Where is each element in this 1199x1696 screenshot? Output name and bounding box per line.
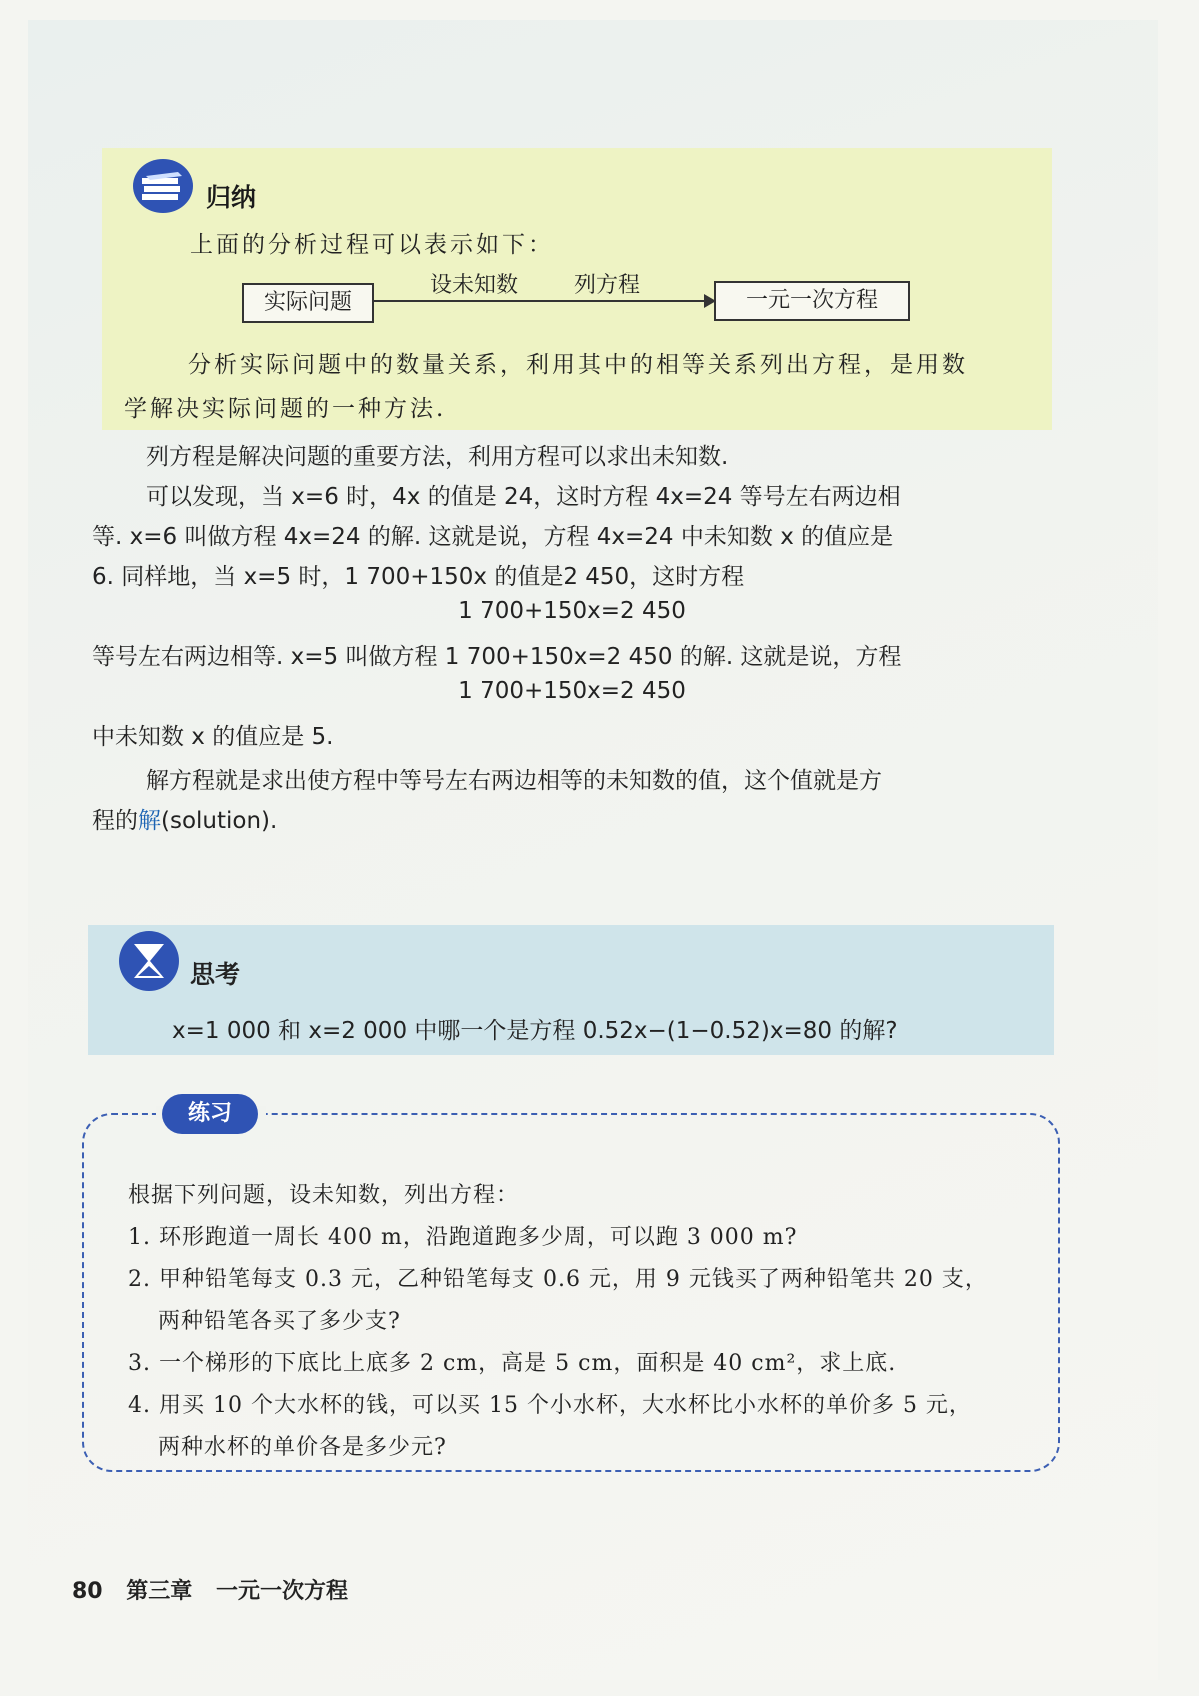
summary-intro: 上面的分析过程可以表示如下： [190,232,554,258]
summary-paragraph-line-2-text: 学解决实际问题的一种方法. [124,396,447,422]
exercise-label: 练习 [162,1094,258,1134]
page-number: 80 [72,1579,103,1604]
body-line-6: 中未知数 x 的值应是 5. [92,724,334,750]
think-title: 思考 [190,960,241,989]
exercise-question-2-line-2: 两种铅笔各买了多少支? [158,1309,401,1334]
term-solution: 解 [138,808,161,834]
equation-2: 1 700+150x=2 450 [458,678,686,704]
page-footer [72,1574,364,1605]
summary-title: 归纳 [206,183,257,212]
diagram-box-linear-equation: 一元一次方程 [714,281,910,321]
diagram-step-1: 设未知数 [430,273,519,298]
exercise-question-3: 3. 一个梯形的下底比上底多 2 cm，高是 5 cm，面积是 40 cm²，求上底. [128,1351,897,1376]
body-line-2: 可以发现，当 x=6 时，4x 的值是 24，这时方程 4x=24 等号左右两边相 [146,484,901,510]
diagram-arrow-line [372,300,710,302]
body-line-8-pre: 程的 [92,808,138,834]
body-line-8-post: (solution). [161,808,278,834]
diagram-box-actual-problem: 实际问题 [242,283,374,323]
exercise-intro: 根据下列问题，设未知数，列出方程： [128,1183,520,1208]
body-line-3: 等. x=6 叫做方程 4x=24 的解. 这就是说，方程 4x=24 中未知数 x 的值应是 [92,524,894,550]
book-stack-icon [132,158,194,214]
diagram-step-2: 列方程 [574,273,641,298]
exercise-question-1: 1. 环形跑道一周长 400 m，沿跑道跑多少周，可以跑 3 000 m? [128,1225,798,1250]
summary-paragraph-line-2 [124,390,1024,423]
summary-paragraph-line-1: 分析实际问题中的数量关系，利用其中的相等关系列出方程，是用数 [188,352,968,378]
body-line-1: 列方程是解决问题的重要方法，利用方程可以求出未知数. [146,444,729,470]
exercise-question-4-line-2: 两种水杯的单价各是多少元? [158,1435,447,1460]
equation-1: 1 700+150x=2 450 [458,598,686,624]
exercise-question-4-line-1: 4. 用买 10 个大水杯的钱，可以买 15 个小水杯，大水杯比小水杯的单价多 5 元， [128,1393,972,1418]
chapter-title: 一元一次方程 [215,1579,348,1604]
exercise-question-2-line-1: 2. 甲种铅笔每支 0.3 元，乙种铅笔每支 0.6 元，用 9 元钱买了两种铅笔共 20 支， [128,1267,988,1292]
think-question: x=1 000 和 x=2 000 中哪一个是方程 0.52x−(1−0.52)x=80 的解? [172,1018,898,1044]
body-line-8 [92,802,1052,835]
body-line-5: 等号左右两边相等. x=5 叫做方程 1 700+150x=2 450 的解. 这就是说，方程 [92,644,902,670]
body-line-7: 解方程就是求出使方程中等号左右两边相等的未知数的值，这个值就是方 [146,768,882,794]
hourglass-icon [118,930,180,992]
body-line-4: 6. 同样地，当 x=5 时，1 700+150x 的值是2 450，这时方程 [92,564,745,590]
chapter-label: 第三章 [126,1579,193,1604]
